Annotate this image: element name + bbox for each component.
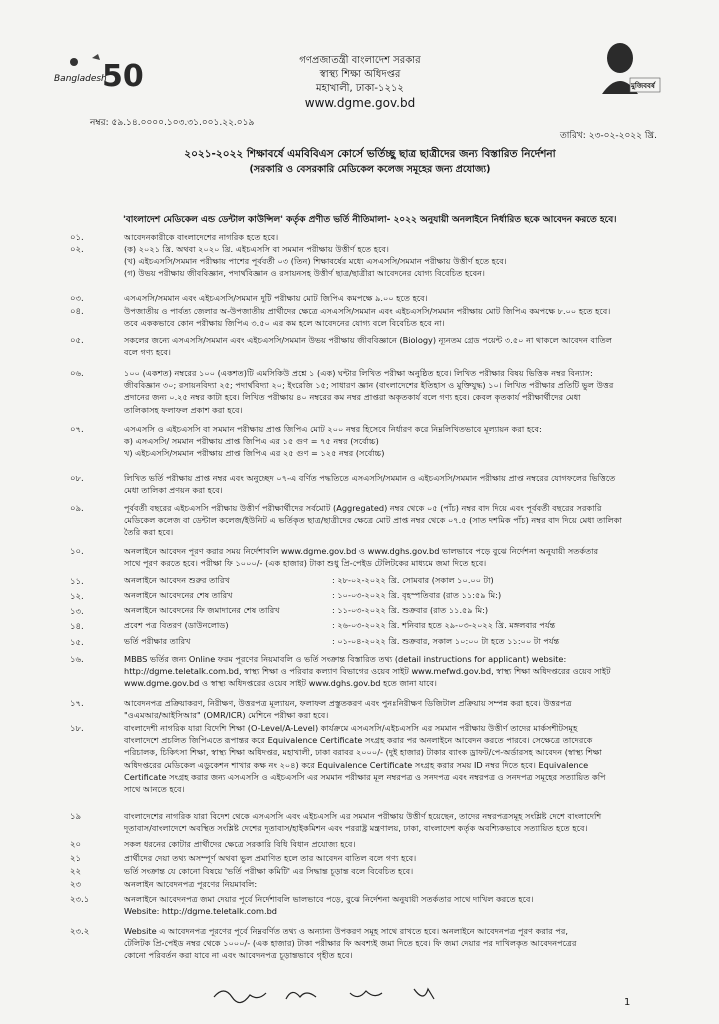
header-website: www.dgme.gov.bd [304,96,416,110]
item-number: ১০. [70,547,84,557]
bangladesh-50-logo [54,52,144,96]
item-number: ২৩ [70,880,82,890]
item-line: তালিকাসহ ফলাফল প্রকাশ করা হবে। [124,404,243,415]
item-line: (খ) এইচএসসি/সমমান পরীক্ষায় পাশের পূর্ববর্তী ০৩ (তিন) শিক্ষাবর্ষের মধ্যে এসএসসি/সমমান পরীক্ষায় উত্তীর্ণ হতে হবে। [124,256,507,267]
item-line: "ওএমআর/আইসিআর" (OMR/ICR) মেশিনে পরীক্ষা করা হবে। [124,710,329,721]
item-line: দূতাবাস/বাংলাদেশে অবস্থিত সংশ্লিষ্ট দেশের দূতাবাস/হাইকমিশন এবং পররাষ্ট্র মন্ত্রণালয়, ঢাকা, বাংলাদেশ কর্তৃক অবশ্যিকভাবে সত্যায়িত হতে হবে। [124,823,588,834]
document-subtitle: (সরকারি ও বেসরকারি মেডিকেল কলেজ সমূহের জন্য প্রযোজ্য) [249,164,491,175]
schedule-label: অনলাইনে আবেদনের শেষ তারিখ [124,590,233,600]
item-line: তবে এককভাবে কোন পরীক্ষায় জিপিএ ৩.৫০ এর কম হলে আবেদনের যোগ্য বলে বিবেচিত হবে না। [124,318,445,329]
item-line: MBBS ভর্তির জন্য Online ফরম পূরণের নিয়মাবলি ও ভর্তি সংক্রান্ত বিস্তারিত তথ্য (detail instructions for applicant) website: [124,654,567,664]
item-line: বাংলাদেশের নাগরিক যারা বিদেশ থেকে এসএসসি এবং এইচএসসি এর সমমান পরীক্ষায় উত্তীর্ণ হয়েছেন, তাদের নম্বরপত্রসমূহ সংশ্লিষ্ট দেশে বাংলাদেশি [124,811,602,821]
item-text [124,243,709,280]
logo-caption: Bangladesh [54,74,107,84]
item-line: www.dgme.gov.bd ও স্বাস্থ্য অধিদপ্তরের ওয়েব সাইট www.dghs.gov.bd হতে জানা যাবে। [124,678,437,689]
signature-4 [410,983,438,1005]
item-number: ২০ [70,840,82,850]
item-number: ১৬. [70,655,84,665]
schedule-value: : ২৮-০২-২০২২ খ্রি. সোমবার (সকাল ১০.০০ টা) [332,575,494,585]
item-number: ২২ [70,867,82,877]
item-text [124,697,709,721]
item-number: ১৭. [70,699,84,709]
item-line: পরিচালক, চিকিৎসা শিক্ষা, স্বাস্থ্য শিক্ষা অধিদপ্তর, মহাখালী, ঢাকা বরাবর ২০০০/- (দুই হাজার) টাকার ব্যাংক ড্রাফট/পে-অর্ডারসহ আবেদন (স্বাস্থ্য শিক্ষা [124,747,602,758]
item-line: লিখিত ভর্তি পরীক্ষায় প্রাপ্ত নম্বর এবং অনুচ্ছেদ ০৭-এ বর্ণিত পদ্ধতিতে এসএসসি/সমমান ও এইচএসসি/সমমান পরীক্ষায় প্রাপ্ত নম্বরের যোগফলের ভিত্তিতে [124,473,616,483]
item-line: প্রদানের জন্য ০.২৫ নম্বর কাটা হবে। লিখিত পরীক্ষায় ৪০ নম্বরের কম নম্বর প্রাপ্তরা অকৃতকার্য বলে গণ্য হবে। কেবল কৃতকার্য পরীক্ষার্থীদের মেধা [124,392,581,403]
item-text [124,334,709,358]
header-line-2: স্বাস্থ্য শিক্ষা অধিদপ্তর [319,69,401,80]
item-line: সাথে আনতে হবে। [124,784,185,795]
item-number: ০৯. [70,504,84,514]
page-number: 1 [624,997,631,1008]
schedule-number: ১৫. [70,638,84,648]
item-text [124,367,709,416]
item-line: বলে গণ্য হবে। [124,347,171,358]
item-text [124,925,709,962]
item-line: সকলের জন্যে এসএসসি/সমমান এবং এইচএসসি/সমমান উভয় পরীক্ষায় জীববিজ্ঞানে (Biology) ন্যূনতম গ্রেড পয়েন্ট ৩.৫০ না থাকলে আবেদন বাতিল [124,335,613,345]
item-line: পূর্ববর্তী বছরের এইচএসসি পরীক্ষায় উত্তীর্ণ পরীক্ষার্থীদের সর্বমোট (Aggregated) নম্বর থেকে ০৫ (পাঁচ) নম্বর বাদ দিয়ে এবং পূর্ববর্তী বছরের সরকারি [124,503,602,513]
item-line: প্রার্থীদের দেয়া তথ্য অসম্পূর্ণ অথবা ভুল প্রমাণিত হলে তার আবেদন বাতিল বলে গণ্য হবে। [124,853,417,863]
header-line-3: মহাখালী, ঢাকা-১২১২ [316,83,404,94]
reference-number: নম্বর: ৫৯.১৪.০০০০.১০৩.৩১.০০১.২২.০১৯ [90,118,255,128]
schedule-number: ১২. [70,592,84,602]
item-line: অধিদপ্তরের মেডিকেল এডুকেশন শাখার কক্ষ নং ২০৪) করে Equivalence Certificate সংগ্রহ করার সময় ID নম্বর দিতে হবে। Equivalence [124,759,589,770]
header-line-1: গণপ্রজাতন্ত্রী বাংলাদেশ সরকার [299,55,421,66]
schedule-label: অনলাইনে আবেদনের ফি জমাদানের শেষ তারিখ [124,605,280,615]
item-line: Certificate সংগ্রহ করার জন্য এসএসসি ও এইচএসসি এর সমমান পরীক্ষার মূল নম্বরপত্র ও সনদপত্র এবং নম্বরপত্র ও সনদপত্র সমূহের সত্যায়িত কপি [124,771,606,782]
schedule-value: : ২৬-০৩-২০২২ খ্রি. শনিবার হতে ২৯-০৩-২০২২ খ্রি. মঙ্গলবার পর্যন্ত [332,620,556,630]
schedule-label: প্রবেশ পত্র বিতরণ (ডাউনলোড) [124,620,229,630]
document-title: ২০২১-২০২২ শিক্ষাবর্ষে এমবিবিএস কোর্সে ভর্তিচ্ছু ছাত্র ছাত্রীদের জন্য বিস্তারিত নির্দেশনা [184,148,556,160]
item-number: ০২. [70,245,84,255]
item-text [124,838,709,850]
item-text [124,423,709,460]
mujib-year-logo [594,38,660,96]
item-line: (গ) উভয় পরীক্ষায় জীববিজ্ঞান, পদার্থবিজ্ঞান ও রসায়নসহ উত্তীর্ণ ছাত্র/ছাত্রীরা আবেদনের যোগ্য বিবেচিত হবেন। [124,268,485,279]
item-line: আবেদনকারীকে বাংলাদেশের নাগরিক হতে হবে। [124,232,279,242]
item-line: Website এ আবেদনপত্র পূরণের পূর্বে নিম্নবর্ণিত তথ্য ও অন্যান্য উপকরণ সমূহ সাথে রাখতে হবে। অনলাইনে আবেদনপত্র পূরণ করার পর, [124,926,569,936]
item-line: http://dgme.teletalk.com.bd, স্বাস্থ্য শিক্ষা ও পরিবার কল্যাণ বিভাগের ওয়েব সাইট www.mefwd.gov.bd, স্বাস্থ্য শিক্ষা অধিদপ্তরের ওয়েব সাইট [124,666,611,677]
item-line: খ) এইচএসসি/সমমান পরীক্ষায় প্রাপ্ত জিপিএ এর ২৫ গুণ = ১২৫ নম্বর (সর্বোচ্চ) [124,448,385,459]
item-line: জীববিজ্ঞান ৩০; রসায়নবিদ্যা ২৫; পদার্থবিদ্যা ২০; ইংরেজি ১৫; সাধারণ জ্ঞান (বাংলাদেশের ইতিহাস ও মুক্তিযুদ্ধ) ১০। লিখিত পরীক্ষার প্রতিটি ভুল উত্তর [124,380,614,391]
item-line: তৈরি করা হবে। [124,527,174,538]
item-line: এসএসসি ও এইচএসসি বা সমমান পরীক্ষায় প্রাপ্ত জিপিএ মোট ২০০ নম্বর হিসেবে নির্ধারণ করে নিম্নলিখিতভাবে মূল্যায়ন করা হবে: [124,424,542,434]
schedule-value: : ১১-০৩-২০২২ খ্রি. শুক্রবার (রাত ১১.৫৯ মি:) [332,605,489,615]
item-number: ০৮. [70,474,84,484]
signature-3 [346,983,386,1005]
item-text [124,653,709,690]
item-text [124,810,709,834]
item-number: ০৪. [70,307,84,317]
item-line: উপজাতীয় ও পার্বত্য জেলার অ-উপজাতীয় প্রার্থীদের ক্ষেত্রে এসএসসি/সমমান এবং এইচএসসি/সমমান পরীক্ষায় মোট জিপিএ কমপক্ষে ৮.০০ হতে হবে। [124,306,611,316]
item-text [124,852,709,864]
item-line: মেধা তালিকা প্রণয়ন করা হবে। [124,485,223,496]
item-line: বাংলাদেশে প্রচলিত জিপিএতে রূপান্তর করে Equivalence Certificate সংগ্রহ করার পর অনলাইনে আবেদন করতে পারবে। সেক্ষেত্রে তাদেরকে [124,735,593,746]
item-line: সকল ধরনের কোটার প্রার্থীদের ক্ষেত্রে সরকারি বিধি বিধান প্রযোজ্য হবে। [124,839,356,849]
schedule-number: ১৪. [70,622,84,632]
signature-1 [210,983,270,1005]
intro-statement: 'বাংলাদেশ মেডিকেল এন্ড ডেন্টাল কাউন্সিল' কর্তৃক প্রণীত ভর্তি নীতিমালা- ২০২২ অনুযায়ী অনলাইনে নির্ধারিত ছকে আবেদন করতে হবে। [123,215,617,225]
issue-date: তারিখ: ২৩-০২-২০২২ খ্রি. [560,131,657,141]
item-text [124,292,709,304]
item-text [124,878,709,890]
mujib-year-text: মুজিববর্ষ [631,82,655,90]
item-line: (ক) ২০২১ খ্রি. অথবা ২০২০ খ্রি. এইচএসসি বা সমমান পরীক্ষায় উত্তীর্ণ হতে হবে। [124,244,389,254]
item-number: ২১ [70,854,82,864]
item-text [124,305,709,329]
item-line: অনলাইনে আবেদনপত্র জমা দেয়ার পূর্বে নির্দেশাবলি ভালভাবে পড়ে, বুঝে নির্দেশনা অনুযায়ী সতর্কতার সাথে দাখিল করতে হবে। [124,894,534,904]
item-number: ২৩.১ [70,895,90,905]
item-line: অনলাইন আবেদনপত্র পূরণের নিয়মাবলি: [124,879,258,889]
item-line: বাংলাদেশী নাগরিক যারা বিদেশি শিক্ষা (O-Level/A-Level) কার্যক্রমে এসএসসি/এইচএসসি এর সমমান পরীক্ষায় উত্তীর্ণ তাদের মার্কসশীটসমূহ [124,723,578,733]
item-number: ০৩. [70,294,84,304]
item-line: টেলিটক প্রি-পেইড নম্বর থেকে ১০০০/- (এক হাজার) টাকা পরীক্ষার ফি অবশ্যই জমা দিতে হবে। ফি জমা দেয়ার পর দাখিলকৃত আবেদনপত্রের [124,938,577,949]
item-line: Website: http://dgme.teletalk.com.bd [124,906,277,917]
item-line: আবেদনপত্র প্রক্রিয়াকরণ, নিরীক্ষণ, উত্তরপত্র মূল্যায়ন, ফলাফল প্রস্তুতকরণ এবং পুনঃনিরীক্ষণ ডিজিটাল প্রক্রিয়ায় সম্পন্ন করা হবে। উত্তরপত্র [124,698,572,708]
item-text [124,722,709,795]
item-number: ০৭. [70,425,84,435]
item-line: ভর্তি সংক্রান্ত যে কোনো বিষয়ে 'ভর্তি পরীক্ষা কমিটি' এর সিদ্ধান্ত চূড়ান্ত বলে বিবেচিত হবে। [124,866,414,876]
item-line: মেডিকেল কলেজ বা ডেন্টাল কলেজ/ইউনিট এ ভর্তিকৃত ছাত্র/ছাত্রীদের ক্ষেত্রে মোট প্রাপ্ত নম্বর থেকে ০৭.৫ (সাত দশমিক পাঁচ) নম্বর বাদ দিয়ে মেধা তালিকা [124,515,622,526]
item-number: ০৬. [70,369,84,379]
item-text [124,231,709,243]
item-number: ১৮. [70,724,84,734]
item-line: সাথে পূরণ করতে হবে। পরীক্ষা ফি ১০০০/- (এক হাজার) টাকা শুধু প্রি-পেইড টেলিটকের মাধ্যমে জমা দিতে হবে। [124,558,487,569]
item-line: ১০০ (একশত) নম্বরের ১০০ (একশত)টি এমসিকিউ প্রশ্নে ১ (এক) ঘন্টার লিখিত পরীক্ষা অনুষ্ঠিত হবে। লিখিত পরীক্ষার বিষয় ভিত্তিক নম্বর বিন্যাস: [124,368,593,378]
item-number: ০১. [70,233,84,243]
item-number: ০৫. [70,336,84,346]
schedule-value: : ১০-০৩-২০২২ খ্রি. বৃহস্পতিবার (রাত ১১:৫৯ মি:) [332,590,502,600]
schedule-number: ১১. [70,577,84,587]
item-text [124,502,709,539]
item-text [124,893,709,917]
item-number: ১৯ [70,812,82,822]
item-line: অনলাইনে আবেদন পূরণ করার সময় নির্দেশাবলি www.dgme.gov.bd ও www.dghs.gov.bd ভালভাবে পড়ে বুঝে নির্দেশনা অনুযায়ী সতর্কতার [124,546,599,556]
schedule-number: ১৩. [70,607,84,617]
item-number: ২৩.২ [70,927,90,937]
item-line: কোনো পরিবর্তন করা যাবে না এবং আবেদনপত্র চূড়ান্তভাবে গৃহীত হবে। [124,950,353,961]
item-text [124,545,709,569]
item-text [124,865,709,877]
item-text [124,472,709,496]
item-line: ক) এসএসসি/ সমমান পরীক্ষায় প্রাপ্ত জিপিএ এর ১৫ গুণ = ৭৫ নম্বর (সর্বোচ্চ) [124,436,379,447]
schedule-label: ভর্তি পরীক্ষার তারিখ [124,636,191,646]
schedule-value: : ০১-০৪-২০২২ খ্রি. শুক্রবার, সকাল ১০:০০ টা হতে ১১:০০ টা পর্যন্ত [332,636,560,646]
signature-2 [282,983,322,1005]
svg-text:50: 50 [102,59,144,94]
schedule-label: অনলাইনে আবেদন শুরুর তারিখ [124,575,230,585]
item-line: এসএসসি/সমমান এবং এইচএসসি/সমমান দুটি পরীক্ষায় মোট জিপিএ কমপক্ষে ৯.০০ হতে হবে। [124,293,428,303]
